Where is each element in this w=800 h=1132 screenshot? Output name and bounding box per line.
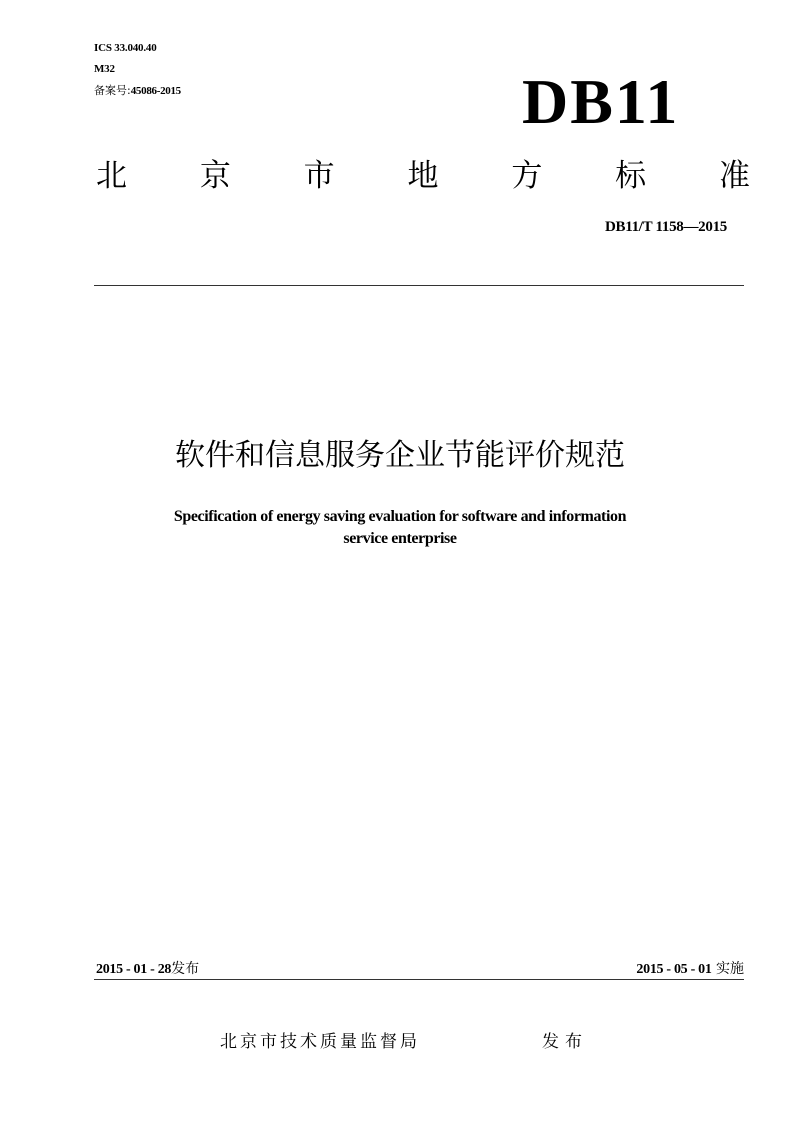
bottom-divider bbox=[94, 979, 744, 980]
db-logo: DB11 bbox=[522, 66, 680, 137]
english-title-line: Specification of energy saving evaluation for software and information bbox=[173, 508, 627, 525]
issue-date-block bbox=[96, 960, 199, 979]
record-number-line bbox=[94, 84, 181, 98]
implement-date: 2015 - 05 - 01 bbox=[636, 962, 712, 977]
standard-type-char: 京 bbox=[199, 158, 231, 194]
standard-type-char: 市 bbox=[303, 158, 335, 194]
document-title-english bbox=[60, 506, 740, 550]
standard-type-char: 地 bbox=[407, 158, 439, 194]
document-title-chinese: 软件和信息服务企业节能评价规范 bbox=[175, 438, 625, 473]
implement-label: 实施 bbox=[716, 961, 744, 977]
top-divider bbox=[94, 285, 744, 286]
standard-type-char: 标 bbox=[615, 158, 647, 194]
english-title-line: service enterprise bbox=[343, 530, 457, 547]
ics-code: ICS 33.040.40 bbox=[94, 42, 157, 54]
issue-label: 发布 bbox=[171, 961, 200, 977]
ccs-code: M32 bbox=[94, 63, 115, 75]
implement-date-block bbox=[636, 960, 744, 979]
issuer-action: 发布 bbox=[542, 1032, 588, 1052]
standard-code: DB11/T 1158—2015 bbox=[604, 219, 727, 235]
standard-type-char: 北 bbox=[96, 158, 127, 194]
record-number: 45086-2015 bbox=[130, 85, 181, 97]
record-label: 备案号: bbox=[94, 84, 131, 97]
standard-type-char: 方 bbox=[511, 158, 543, 194]
issue-date: 2015 - 01 - 28 bbox=[96, 962, 172, 977]
standard-type-title bbox=[96, 156, 750, 196]
issuer-name: 北京市技术质量监督局 bbox=[220, 1032, 420, 1052]
standard-type-char: 准 bbox=[718, 158, 750, 194]
